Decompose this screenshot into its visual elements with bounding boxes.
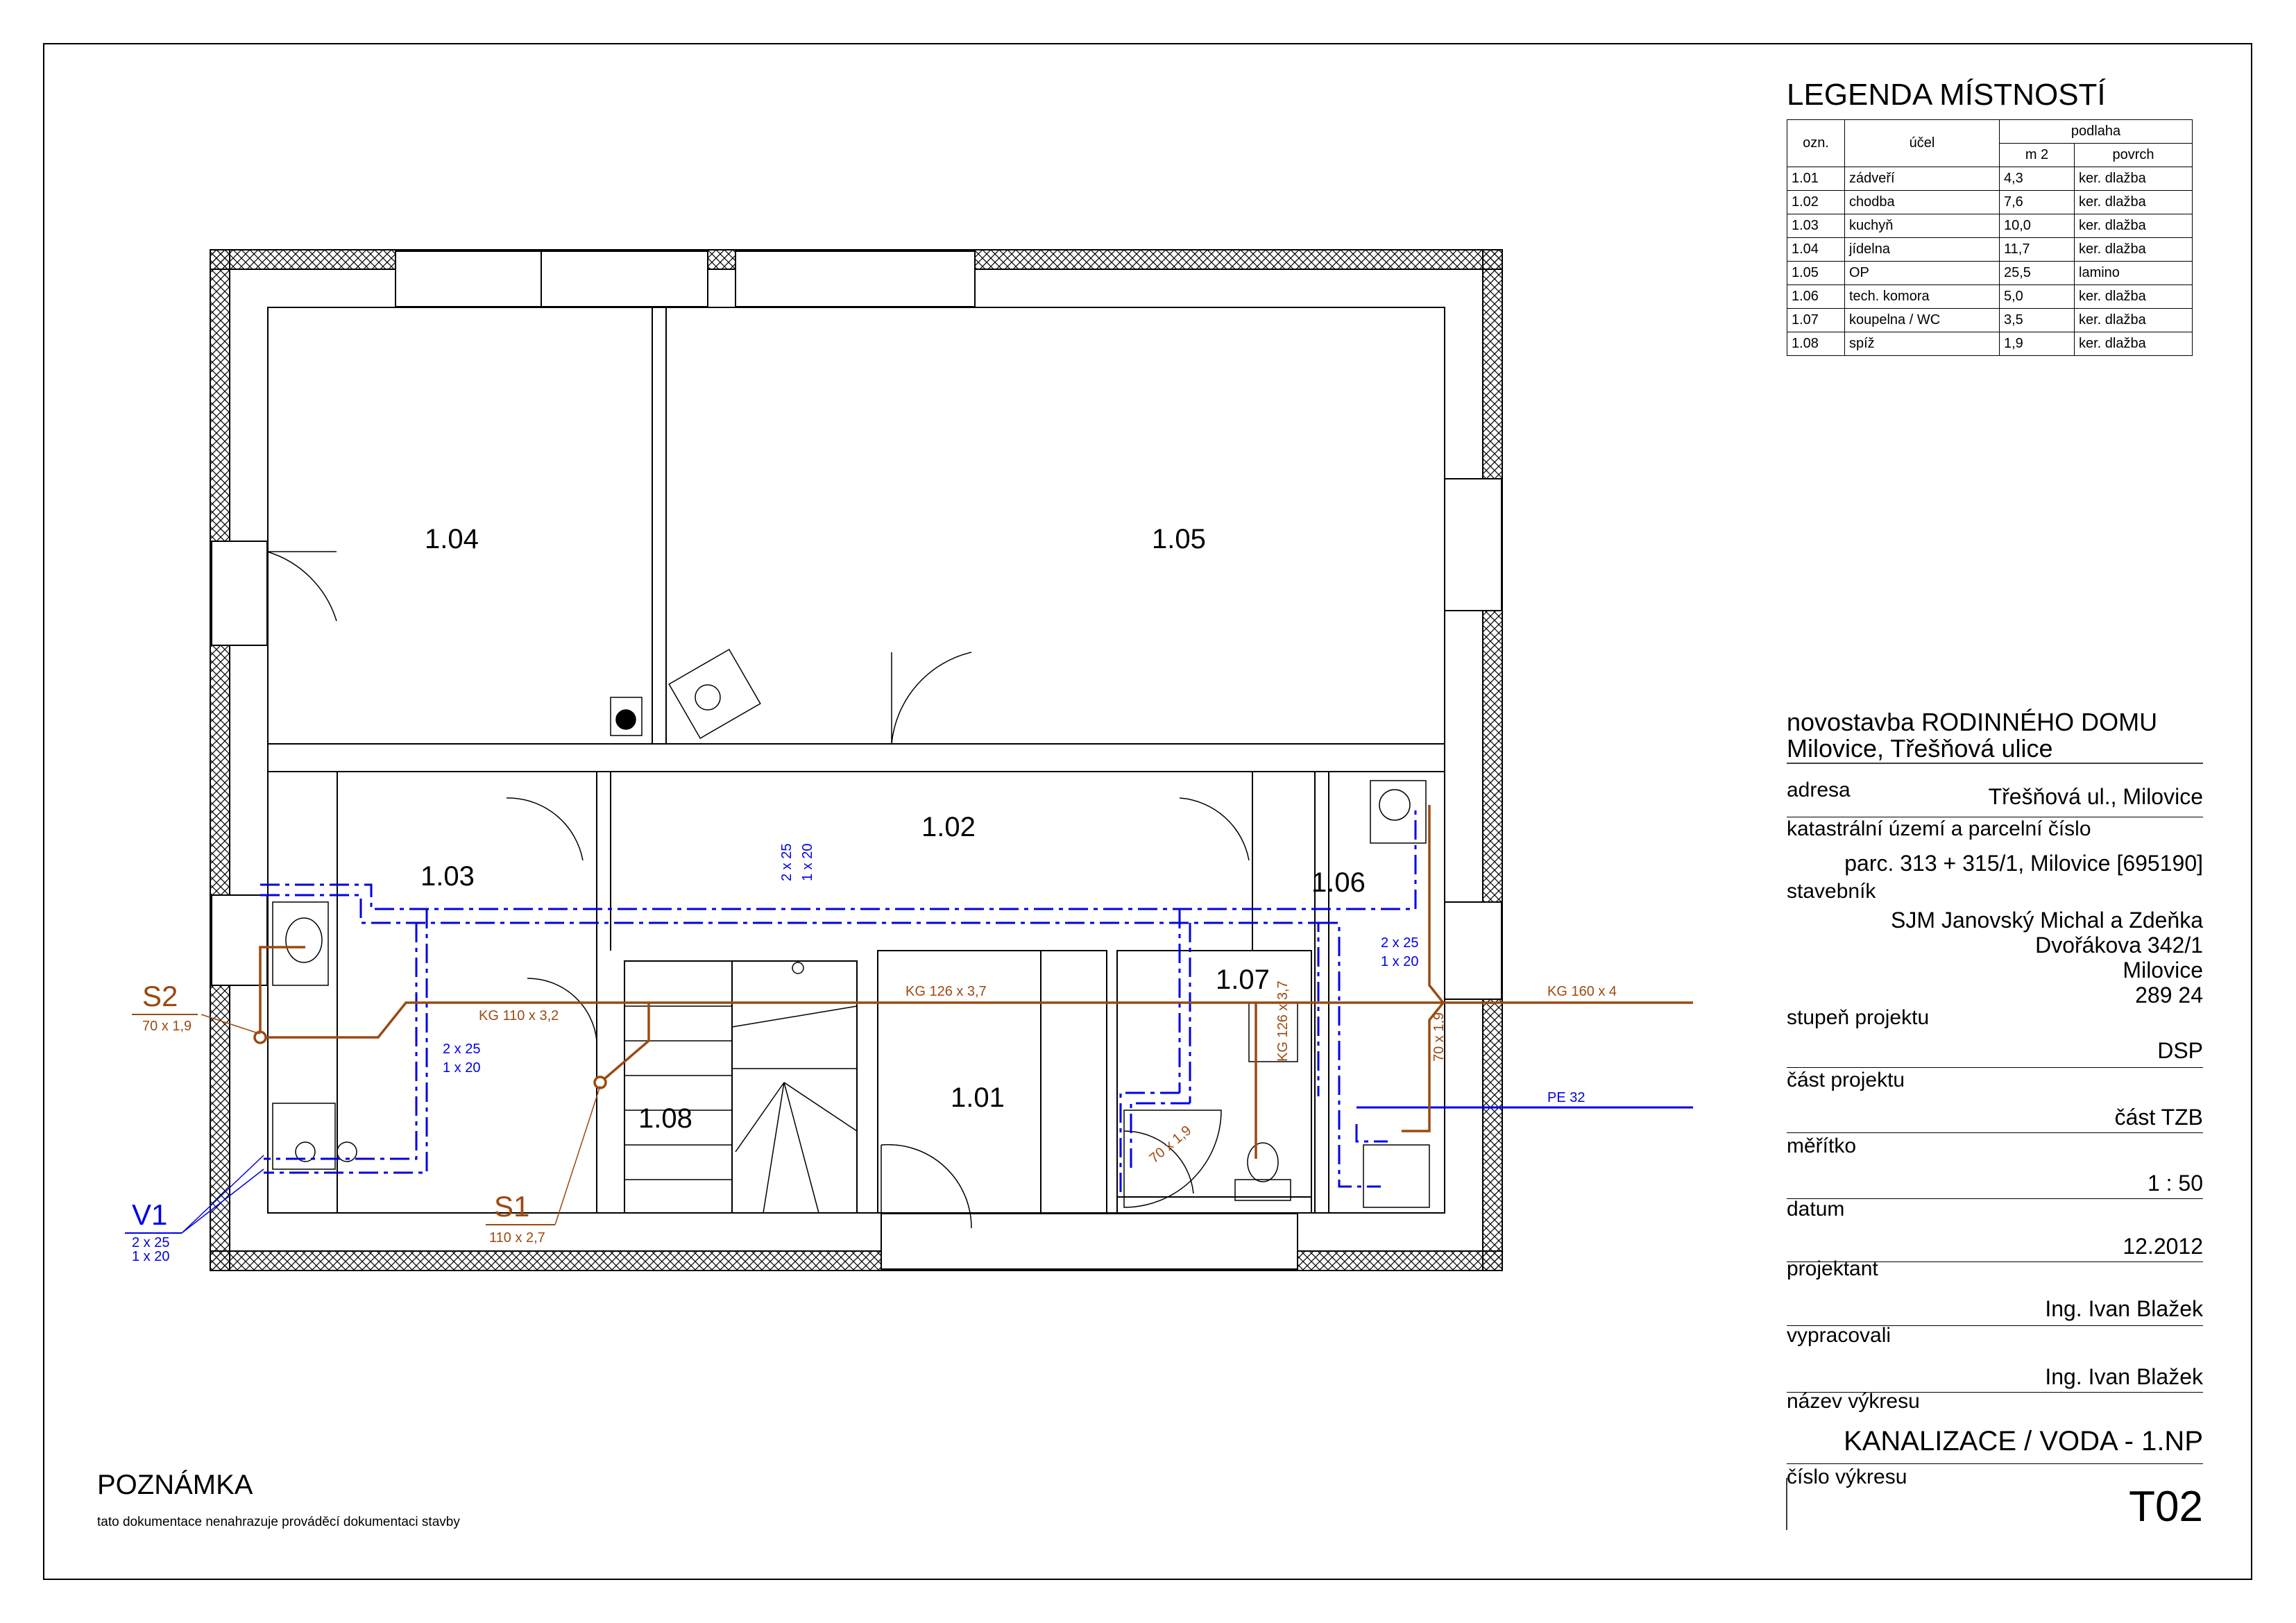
- label-water-120-a: 1 x 20: [800, 843, 815, 881]
- legend-cell: ker. dlažba: [2075, 309, 2193, 332]
- legend-cell: ker. dlažba: [2075, 214, 2193, 238]
- legend-cell: lamino: [2075, 262, 2193, 285]
- builder-value: [1891, 908, 2203, 1008]
- note-title: POZNÁMKA: [97, 1470, 253, 1500]
- legend-cell: 1.06: [1787, 285, 1845, 309]
- legend-cell: 1.01: [1787, 167, 1845, 191]
- drawing-name-row: [1787, 1390, 2203, 1470]
- legend-cell: ker. dlažba: [2075, 238, 2193, 262]
- table-row: [1787, 238, 2193, 262]
- label-s1-dim: 110 x 2,7: [489, 1230, 545, 1246]
- legend-cell: 11,7: [2000, 238, 2075, 262]
- table-row: [1787, 167, 2193, 191]
- builder-line3: Milovice: [2123, 958, 2203, 983]
- date-label: datum: [1787, 1198, 1845, 1221]
- legend-cell: ker. dlažba: [2075, 285, 2193, 309]
- label-water-120-c: 1 x 20: [443, 1060, 481, 1076]
- date-value: 12.2012: [2123, 1234, 2203, 1259]
- legend-cell: OP: [1845, 262, 2000, 285]
- legend-header-floor: podlaha: [2000, 120, 2193, 144]
- label-v1-dim1: 2 x 25: [132, 1235, 170, 1250]
- scale-value: 1 : 50: [2147, 1171, 2203, 1196]
- interior-walls: [268, 307, 1445, 1213]
- label-kg160: KG 160 x 4: [1547, 984, 1617, 999]
- label-water-225-c: 2 x 25: [443, 1042, 481, 1057]
- part-label: část projektu: [1787, 1069, 1905, 1091]
- room-label-108: 1.08: [638, 1103, 692, 1134]
- label-s2: S2: [142, 980, 178, 1012]
- label-kg110: KG 110 x 3,2: [479, 1008, 559, 1023]
- address-label: adresa: [1787, 779, 1851, 801]
- table-row: [1787, 214, 2193, 238]
- designer-label: projektant: [1787, 1257, 1878, 1280]
- label-water-225-b: 2 x 25: [1381, 935, 1419, 951]
- legend-cell: 3,5: [2000, 309, 2075, 332]
- room-label-107: 1.07: [1216, 965, 1270, 995]
- label-s2-dim: 70 x 1,9: [142, 1019, 192, 1034]
- room-label-105: 1.05: [1152, 524, 1206, 554]
- legend-cell: ker. dlažba: [2075, 332, 2193, 356]
- table-row: [1787, 262, 2193, 285]
- table-row: [1787, 285, 2193, 309]
- date-row: [1787, 1198, 2203, 1260]
- room-label-101: 1.01: [951, 1082, 1005, 1113]
- legend-cell: 1.04: [1787, 238, 1845, 262]
- legend-header-purpose: účel: [1845, 120, 2000, 167]
- legend-cell: 7,6: [2000, 191, 2075, 214]
- legend-cell: jídelna: [1845, 238, 2000, 262]
- legend-cell: 1,9: [2000, 332, 2075, 356]
- label-70-bath: 70 x 1,9: [1146, 1123, 1195, 1166]
- designer-row: [1787, 1257, 2203, 1323]
- table-row: [1787, 309, 2193, 332]
- cadastre-value: parc. 313 + 315/1, Milovice [695190]: [1844, 851, 2203, 876]
- legend-cell: 1.05: [1787, 262, 1845, 285]
- prepared-label: vypracovali: [1787, 1324, 1891, 1347]
- legend-cell: 1.08: [1787, 332, 1845, 356]
- cadastre-label: katastrální území a parcelní číslo: [1787, 817, 2091, 840]
- label-v1-dim2: 1 x 20: [132, 1249, 170, 1264]
- legend-cell: 25,5: [2000, 262, 2075, 285]
- staircase: [624, 962, 857, 1213]
- drawing-name-label: název výkresu: [1787, 1390, 1920, 1413]
- label-70-tech: 70 x 1,9: [1431, 1012, 1447, 1062]
- legend-cell: ker. dlažba: [2075, 167, 2193, 191]
- project-title: [1787, 709, 2157, 762]
- label-water-225-a: 2 x 25: [779, 843, 794, 881]
- stage-value: DSP: [2157, 1038, 2203, 1063]
- drawing-number-label: číslo výkresu: [1787, 1465, 1907, 1488]
- drawing-name-value: KANALIZACE / VODA - 1.NP: [1844, 1426, 2203, 1456]
- stage-row: [1787, 1006, 2203, 1069]
- legend-cell: 5,0: [2000, 285, 2075, 309]
- scale-row: [1787, 1135, 2203, 1197]
- legend-header-area: m 2: [2000, 144, 2075, 167]
- builder-label: stavebník: [1787, 880, 1876, 903]
- note-text: tato dokumentace nenahrazuje prováděcí dokumentaci stavby: [97, 1515, 460, 1529]
- project-title-line1: novostavba RODINNÉHO DOMU: [1787, 708, 2158, 736]
- prepared-row: [1787, 1324, 2203, 1390]
- part-row: [1787, 1069, 2203, 1131]
- builder-line1: SJM Janovský Michal a Zdeňka: [1891, 908, 2203, 933]
- legend-cell: 1.07: [1787, 309, 1845, 332]
- legend-cell: koupelna / WC: [1845, 309, 2000, 332]
- label-v1: V1: [132, 1198, 168, 1231]
- legend-header-surface: povrch: [2075, 144, 2193, 167]
- designer-value: Ing. Ivan Blažek: [2045, 1296, 2203, 1321]
- table-row: [1787, 191, 2193, 214]
- prepared-value: Ing. Ivan Blažek: [2045, 1364, 2203, 1389]
- legend-cell: 1.02: [1787, 191, 1845, 214]
- legend-cell: 10,0: [2000, 214, 2075, 238]
- stage-label: stupeň projektu: [1787, 1006, 1930, 1029]
- legend-cell: chodba: [1845, 191, 2000, 214]
- drawing-number-value: T02: [2129, 1483, 2203, 1531]
- legend-cell: 4,3: [2000, 167, 2075, 191]
- part-value: část TZB: [2114, 1105, 2203, 1130]
- project-title-line2: Milovice, Třešňová ulice: [1787, 734, 2053, 763]
- room-label-104: 1.04: [425, 524, 479, 554]
- doors: [267, 552, 1249, 1249]
- room-label-102: 1.02: [921, 812, 976, 842]
- label-water-120-b: 1 x 20: [1381, 954, 1419, 969]
- legend-cell: zádveří: [1845, 167, 2000, 191]
- builder-row: [1787, 880, 2203, 1008]
- room-label-103: 1.03: [420, 861, 475, 892]
- table-row: [1787, 332, 2193, 356]
- cadastre-row: [1787, 817, 2203, 876]
- label-kg126: KG 126 x 3,7: [905, 984, 987, 999]
- pipe-annotations: [125, 844, 1617, 1264]
- legend-title: LEGENDA MÍSTNOSTÍ: [1787, 78, 2106, 112]
- legend-cell: spíž: [1845, 332, 2000, 356]
- builder-line4: 289 24: [2135, 983, 2203, 1008]
- legend-header-code: ozn.: [1787, 120, 1845, 167]
- room-label-106: 1.06: [1311, 867, 1366, 898]
- room-labels: [420, 524, 1366, 1134]
- label-s1: S1: [494, 1190, 530, 1223]
- address-value: Třešňová ul., Milovice: [1988, 784, 2203, 809]
- label-pe32: PE 32: [1547, 1090, 1585, 1105]
- label-kg126-vertical: KG 126 x 3,7: [1275, 980, 1291, 1062]
- legend-cell: kuchyň: [1845, 214, 2000, 238]
- address-row: [1787, 779, 2203, 820]
- scale-label: měřítko: [1787, 1135, 1857, 1157]
- legend-cell: 1.03: [1787, 214, 1845, 238]
- drawing-number-row: [1787, 1465, 2203, 1542]
- room-legend-table: [1787, 119, 2193, 356]
- legend-cell: tech. komora: [1845, 285, 2000, 309]
- legend-cell: ker. dlažba: [2075, 191, 2193, 214]
- builder-line2: Dvořákova 342/1: [2035, 933, 2203, 958]
